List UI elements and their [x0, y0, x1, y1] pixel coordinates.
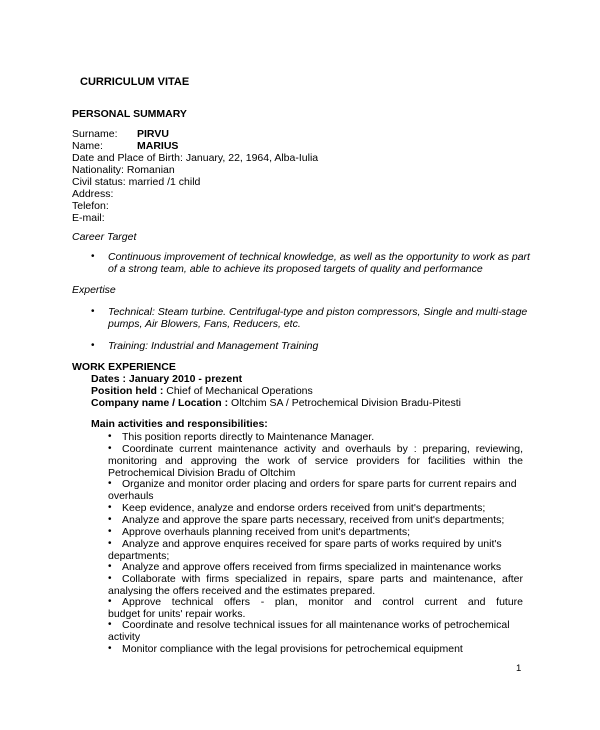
activity-line: This position reports directly to Maintenance Manager. [122, 431, 375, 443]
expertise-training-line: Training: Industrial and Management Training [108, 340, 319, 352]
activity-line: Organize and monitor order placing and orders for spare parts for current repairs and [122, 478, 517, 490]
company-line [91, 397, 461, 409]
bullet: • [108, 561, 112, 572]
nationality-line: Nationality: Romanian [72, 164, 175, 176]
activity-line: Monitor compliance with the legal provisions for petrochemical equipment [122, 643, 463, 655]
name-value: MARIUS [137, 140, 179, 152]
telefon-label: Telefon: [72, 200, 109, 212]
document-title: CURRICULUM VITAE [80, 76, 190, 88]
activity-line: analysing the offers received and the estimates prepared. [108, 585, 376, 597]
work-experience-heading: WORK EXPERIENCE [72, 361, 176, 373]
career-target-line: of a strong team, able to achieve its proposed targets of quality and performance [108, 263, 483, 275]
activity-line: Approve technical offers - plan, monitor and control current and future [122, 596, 523, 608]
bullet: • [108, 514, 112, 525]
activity-line: Collaborate with firms specialized in repairs, spare parts and maintenance, after [122, 573, 523, 585]
bullet: • [108, 573, 112, 584]
bullet: • [91, 251, 95, 262]
bullet: • [91, 340, 95, 351]
bullet: • [108, 502, 112, 513]
activity-line: Analyze and approve enquires received for spare parts of works required by unit's [122, 538, 502, 550]
position-line [91, 385, 313, 397]
activity-line: Coordinate and resolve technical issues for all maintenance works of petrochemical [122, 619, 510, 631]
bullet: • [108, 431, 112, 442]
activity-line: Analyze and approve the spare parts necessary, received from unit's departments; [122, 514, 505, 526]
expertise-heading: Expertise [72, 284, 116, 296]
bullet: • [108, 596, 112, 607]
birth-line: Date and Place of Birth: January, 22, 1964, Alba-Iulia [72, 152, 319, 164]
personal-summary-heading: PERSONAL SUMMARY [72, 108, 187, 120]
civil-status-line: Civil status: married /1 child [72, 176, 201, 188]
career-target-line: Continuous improvement of technical knowledge, as well as the opportunity to work as part [108, 251, 530, 263]
activity-line: activity [108, 631, 141, 643]
activity-line: budget for units' repair works. [108, 608, 246, 620]
activity-line: Coordinate current maintenance activity and overhauls by : preparing, reviewing, [122, 443, 523, 455]
bullet: • [108, 619, 112, 630]
activity-line: Analyze and approve offers received from firms specialized in maintenance works [122, 561, 502, 573]
activity-line: departments; [108, 550, 170, 562]
company-label: Company name / Location : [91, 397, 229, 409]
position-label: Position held : [91, 385, 164, 397]
address-label: Address: [72, 188, 114, 200]
activity-line: Keep evidence, analyze and endorse orders received from unit's departments; [122, 502, 486, 514]
bullet: • [108, 478, 112, 489]
name-label: Name: [72, 140, 103, 152]
bullet: • [108, 526, 112, 537]
bullet: • [108, 643, 112, 654]
surname-label: Surname: [72, 128, 118, 140]
activity-line: overhauls [108, 490, 154, 502]
email-label: E-mail: [72, 212, 105, 224]
activities-heading: Main activities and responsibilities: [91, 418, 268, 430]
career-target-heading: Career Target [72, 231, 137, 243]
activity-line: Approve overhauls planning received from unit's departments; [122, 526, 410, 538]
surname-value: PIRVU [137, 128, 169, 140]
company-value: Oltchim SA / Petrochemical Division Bradu-Pitesti [228, 397, 461, 409]
dates-line: Dates : January 2010 - prezent [91, 373, 243, 385]
bullet: • [108, 443, 112, 454]
activity-line: Petrochemical Division Bradu of Oltchim [108, 467, 296, 479]
bullet: • [91, 306, 95, 317]
expertise-technical-line: pumps, Air Blowers, Fans, Reducers, etc. [108, 318, 301, 330]
page-number: 1 [516, 663, 522, 674]
expertise-technical-line: Technical: Steam turbine. Centrifugal-type and piston compressors, Single and multi-stage [108, 306, 528, 318]
bullet: • [108, 538, 112, 549]
activity-line: monitoring and approving the work of service providers for facilities within the [108, 455, 523, 467]
position-value: Chief of Mechanical Operations [163, 385, 313, 397]
